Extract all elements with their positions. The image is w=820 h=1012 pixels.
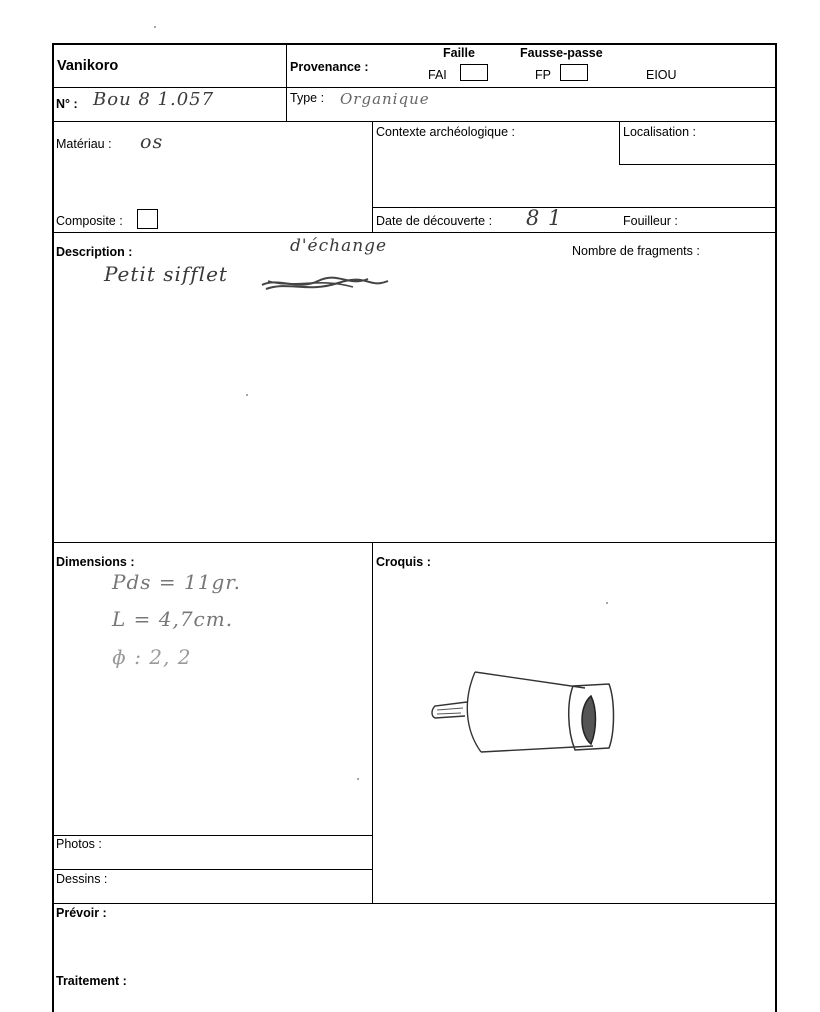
composite-label: Composite :	[56, 214, 123, 228]
numero-handwritten: Bou 8 1.057	[93, 89, 215, 110]
fp-label: FP	[535, 68, 551, 82]
fp-checkbox[interactable]	[560, 64, 588, 81]
row-divider	[52, 835, 373, 836]
type-label: Type :	[290, 91, 325, 105]
fouilleur-label: Fouilleur :	[623, 214, 678, 228]
materiau-label: Matériau :	[56, 137, 112, 151]
description-label: Description :	[56, 245, 133, 259]
localisation-label: Localisation :	[623, 125, 696, 139]
materiau-handwritten: os	[140, 131, 164, 153]
row-divider	[52, 903, 776, 904]
contexte-label: Contexte archéologique :	[376, 125, 515, 139]
fai-checkbox[interactable]	[460, 64, 488, 81]
row-divider	[619, 164, 776, 165]
col-divider	[372, 542, 373, 904]
provenance-label: Provenance :	[290, 60, 369, 74]
eiou-label: EIOU	[646, 68, 677, 82]
dimension-poids: Pds = 11gr.	[112, 570, 241, 594]
prevoir-label: Prévoir :	[56, 906, 107, 920]
dimension-longueur: L = 4,7cm.	[112, 607, 234, 631]
composite-checkbox[interactable]	[137, 209, 158, 229]
dessins-label: Dessins :	[56, 872, 108, 886]
description-handwritten-above: d'échange	[290, 236, 388, 256]
row-divider	[52, 869, 373, 870]
form-border-right	[775, 43, 777, 1012]
faille-label: Faille	[443, 46, 475, 60]
sketch-whistle	[425, 660, 625, 765]
numero-label: N° :	[56, 97, 78, 111]
col-divider	[372, 121, 373, 233]
row-divider	[52, 542, 776, 543]
scan-speck	[154, 26, 156, 28]
dimension-diametre: ɸ : 2, 2	[112, 645, 192, 669]
date-label: Date de découverte :	[376, 214, 493, 228]
scan-speck	[246, 394, 248, 396]
row-divider	[372, 207, 776, 208]
croquis-label: Croquis :	[376, 555, 431, 569]
col-divider	[286, 43, 287, 122]
fragments-label: Nombre de fragments :	[572, 244, 700, 258]
row-divider	[52, 87, 776, 88]
row-divider	[52, 121, 776, 122]
dimensions-label: Dimensions :	[56, 555, 135, 569]
scan-speck	[606, 602, 608, 604]
row-divider	[52, 232, 776, 233]
photos-label: Photos :	[56, 837, 102, 851]
type-handwritten: Organique	[340, 90, 430, 108]
site-name: Vanikoro	[57, 58, 119, 74]
col-divider	[619, 121, 620, 164]
traitement-label: Traitement :	[56, 974, 127, 988]
form-border-left	[52, 43, 54, 1012]
description-scribble	[258, 265, 408, 297]
date-handwritten: 8 1	[526, 206, 563, 230]
form-border-top	[52, 43, 776, 45]
fausse-passe-label: Fausse-passe	[520, 46, 603, 60]
fai-label: FAI	[428, 68, 447, 82]
description-handwritten: Petit sifflet	[104, 262, 228, 286]
scan-speck	[357, 778, 359, 780]
